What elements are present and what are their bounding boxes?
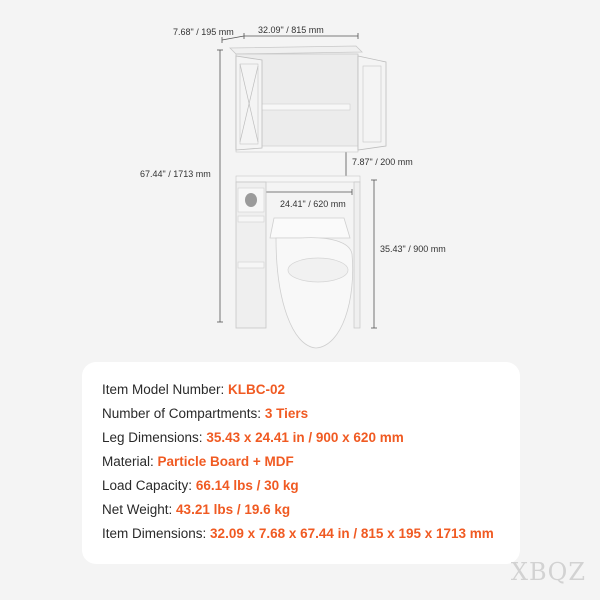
spec-row-leg-dimensions: [102, 430, 404, 445]
spec-row-item-dimensions: [102, 526, 494, 541]
inner-width-dimension-label: 24.41" / 620 mm: [280, 199, 346, 209]
spec-value: 35.43 x 24.41 in / 900 x 620 mm: [206, 430, 404, 445]
spec-row-compartments: [102, 406, 308, 421]
watermark: XBQZ: [510, 558, 586, 586]
height-dimension-label: 67.44" / 1713 mm: [140, 169, 211, 179]
spec-label: Number of Compartments:: [102, 406, 265, 421]
spec-value: KLBC-02: [228, 382, 286, 397]
spec-value: Particle Board + MDF: [157, 454, 294, 469]
toilet-paper-roll-icon: [245, 193, 257, 207]
spec-label: Item Model Number:: [102, 382, 229, 397]
shelf-gap-dimension-label: 7.87" / 200 mm: [352, 157, 413, 167]
spec-card: [82, 362, 520, 564]
depth-dimension-label: 7.68" / 195 mm: [173, 27, 234, 37]
width-dimension-label: 32.09" / 815 mm: [258, 25, 324, 35]
leg-height-dimension-label: 35.43" / 900 mm: [380, 244, 446, 254]
spec-row-model: [102, 382, 285, 397]
spec-value: 32.09 x 7.68 x 67.44 in / 815 x 195 x 1713 mm: [210, 526, 494, 541]
spec-value: 43.21 lbs / 19.6 kg: [176, 502, 291, 517]
spec-value: 3 Tiers: [264, 406, 309, 421]
spec-row-load-capacity: [102, 478, 299, 493]
toilet-illustration: [270, 218, 353, 348]
spec-row-material: [102, 454, 294, 469]
spec-label: Leg Dimensions:: [102, 430, 207, 445]
spec-label: Item Dimensions:: [102, 526, 211, 541]
spec-label: Load Capacity:: [102, 478, 196, 493]
spec-label: Net Weight:: [102, 502, 177, 517]
spec-value: 66.14 lbs / 30 kg: [195, 478, 299, 493]
spec-label: Material:: [102, 454, 158, 469]
spec-row-net-weight: [102, 502, 290, 517]
